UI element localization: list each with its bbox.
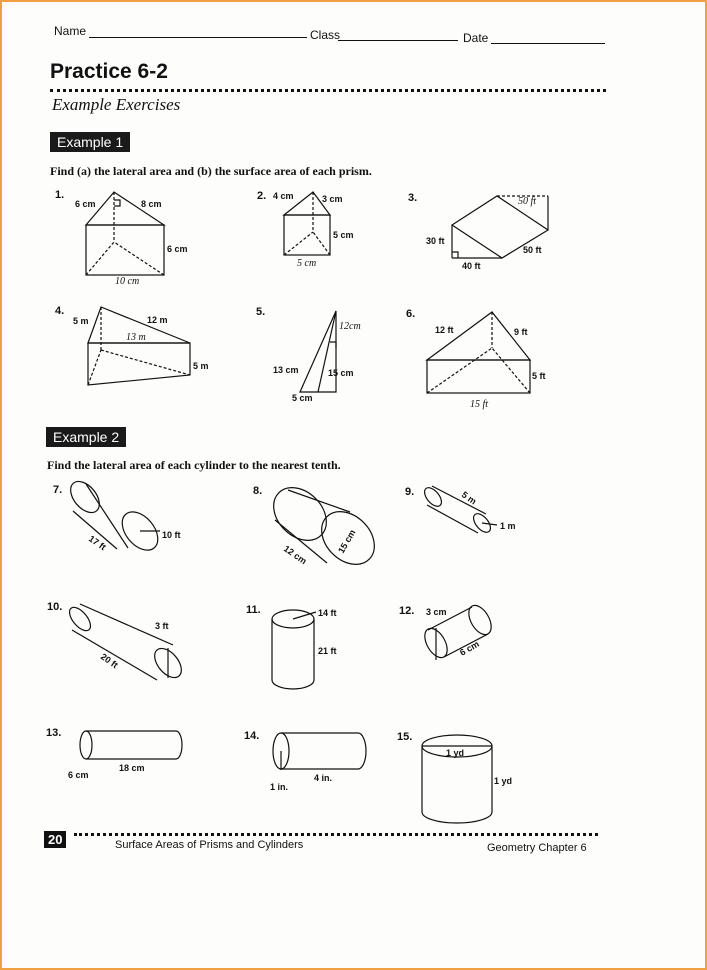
problem-15-label: 1 yd bbox=[446, 748, 465, 758]
problem-3-label: 30 ft bbox=[426, 236, 445, 246]
problem-2-label: 5 cm bbox=[333, 230, 354, 240]
problem-6-label: 5 ft bbox=[532, 371, 546, 381]
problem-3-number: 3. bbox=[408, 192, 418, 204]
problem-6-label: 9 ft bbox=[514, 327, 528, 337]
problem-13-number: 13. bbox=[46, 727, 62, 739]
problem-13-label: 6 cm bbox=[68, 770, 89, 780]
problem-9-number: 9. bbox=[405, 486, 415, 498]
problem-2-label: 3 cm bbox=[322, 194, 343, 204]
problem-2-label: 4 cm bbox=[273, 191, 294, 201]
problem-14-number: 14. bbox=[244, 730, 260, 742]
page-number: 20 bbox=[44, 831, 66, 848]
class-label: Class bbox=[310, 28, 341, 42]
problem-6-number: 6. bbox=[406, 308, 416, 320]
problem-5-label: 12cm bbox=[339, 321, 361, 332]
problem-4-label: 5 m bbox=[193, 361, 209, 371]
page-title: Practice 6-2 bbox=[50, 60, 168, 83]
prism-figure-5 bbox=[300, 311, 336, 392]
problem-2-number: 2. bbox=[257, 190, 267, 202]
problem-12-label: 6 cm bbox=[458, 638, 481, 658]
problem-11-number: 11. bbox=[246, 604, 261, 616]
footer-chapter: Geometry Chapter 6 bbox=[487, 842, 587, 854]
problem-9-label: 5 m bbox=[459, 489, 479, 507]
prism-figure-4 bbox=[88, 307, 190, 385]
problem-11-label: 14 ft bbox=[318, 608, 337, 618]
problem-15-label: 1 yd bbox=[494, 776, 513, 786]
problem-12-label: 3 cm bbox=[426, 607, 447, 617]
cylinder-figure-13 bbox=[80, 731, 182, 759]
problem-14-label: 1 in. bbox=[270, 782, 289, 792]
problem-11-label: 21 ft bbox=[318, 646, 337, 656]
problem-1-label: 8 cm bbox=[141, 199, 162, 209]
example2-banner: Example 2 bbox=[46, 427, 126, 447]
footer-divider bbox=[74, 833, 598, 836]
problem-4-label: 12 m bbox=[147, 315, 168, 325]
problem-7-label: 10 ft bbox=[162, 530, 181, 540]
problem-2-label: 5 cm bbox=[297, 258, 317, 269]
problem-8-number: 8. bbox=[253, 485, 263, 497]
problem-4-label: 5 m bbox=[73, 316, 89, 326]
problem-7-label: 17 ft bbox=[86, 533, 108, 553]
problem-6-label: 12 ft bbox=[435, 325, 454, 335]
cylinder-figure-7 bbox=[65, 476, 165, 557]
problem-10-label: 3 ft bbox=[155, 621, 169, 631]
problem-10-label: 20 ft bbox=[98, 651, 120, 671]
problem-3-label: 40 ft bbox=[462, 261, 481, 271]
problem-5-label: 15 cm bbox=[328, 368, 354, 378]
problem-6-label: 15 ft bbox=[470, 399, 489, 410]
problem-13-label: 18 cm bbox=[119, 763, 145, 773]
problem-8-label: 12 cm bbox=[281, 543, 309, 567]
page-subtitle: Example Exercises bbox=[52, 95, 181, 114]
problem-3-label: 50 ft bbox=[518, 196, 537, 207]
problem-1-number: 1. bbox=[55, 189, 65, 201]
footer-section-title: Surface Areas of Prisms and Cylinders bbox=[115, 839, 304, 851]
cylinder-figure-11 bbox=[272, 610, 316, 689]
name-label: Name bbox=[54, 24, 87, 38]
problem-1-label: 6 cm bbox=[75, 199, 96, 209]
cylinder-figure-8 bbox=[263, 477, 385, 575]
problem-5-number: 5. bbox=[256, 306, 266, 318]
example2-instructions: Find the lateral area of each cylinder to the nearest tenth. bbox=[47, 458, 341, 472]
problem-12-number: 12. bbox=[399, 605, 415, 617]
problem-14-label: 4 in. bbox=[314, 773, 333, 783]
problem-3-label: 50 ft bbox=[523, 245, 542, 255]
problem-8-label: 15 cm bbox=[336, 527, 358, 555]
cylinder-figure-9 bbox=[421, 485, 497, 536]
example1-instructions: Find (a) the lateral area and (b) the surface area of each prism. bbox=[50, 164, 372, 178]
problem-4-number: 4. bbox=[55, 305, 65, 317]
cylinder-figure-14 bbox=[273, 733, 366, 770]
problem-1-label: 10 cm bbox=[115, 276, 140, 287]
date-label: Date bbox=[463, 31, 489, 45]
problem-5-label: 5 cm bbox=[292, 393, 313, 403]
problem-4-label: 13 m bbox=[126, 332, 146, 343]
problem-9-label: 1 m bbox=[500, 521, 516, 531]
problem-7-number: 7. bbox=[53, 484, 63, 496]
example1-banner: Example 1 bbox=[50, 132, 130, 152]
problem-5-label: 13 cm bbox=[273, 365, 299, 375]
cylinder-figure-10 bbox=[66, 604, 187, 683]
problem-1-label: 6 cm bbox=[167, 244, 188, 254]
problem-15-number: 15. bbox=[397, 731, 413, 743]
problem-10-number: 10. bbox=[47, 601, 63, 613]
